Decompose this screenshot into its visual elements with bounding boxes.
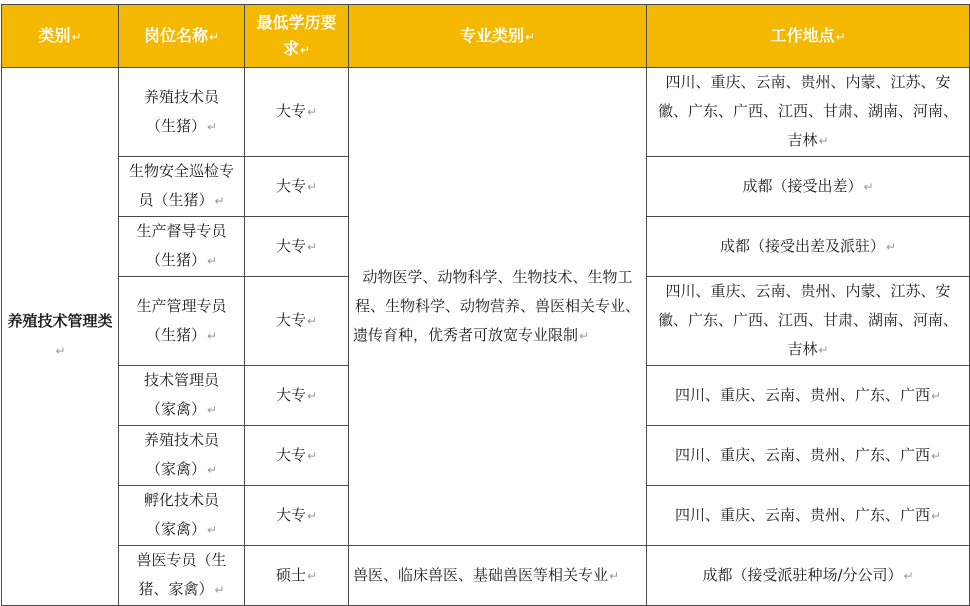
paragraph-mark-icon: ↵ — [524, 29, 536, 44]
education-cell: 大专↵ — [245, 426, 349, 486]
education-cell: 大专↵ — [245, 217, 349, 277]
position-cell: 养殖技术员（生猪）↵ — [119, 68, 245, 157]
paragraph-mark-icon: ↵ — [903, 568, 914, 583]
location-cell: 四川、重庆、云南、贵州、内蒙、江苏、安徽、广东、广西、江西、甘肃、湖南、河南、吉林↵ — [647, 68, 970, 157]
position-cell: 孵化技术员（家禽）↵ — [119, 486, 245, 546]
paragraph-mark-icon: ↵ — [818, 343, 829, 357]
paragraph-mark-icon: ↵ — [214, 583, 225, 597]
paragraph-mark-icon: ↵ — [930, 508, 942, 523]
position-cell: 技术管理员（家禽）↵ — [119, 366, 245, 426]
category-cell: 养殖技术管理类↵ — [2, 68, 119, 606]
paragraph-mark-icon: ↵ — [299, 42, 311, 57]
paragraph-mark-icon: ↵ — [863, 179, 874, 194]
position-cell: 生产督导专员（生猪）↵ — [119, 217, 245, 277]
education-cell: 大专↵ — [245, 366, 349, 426]
paragraph-mark-icon: ↵ — [206, 119, 218, 134]
paragraph-mark-icon: ↵ — [306, 314, 318, 328]
major-cell: 动物医学、动物科学、生物技术、生物工程、生物科学、动物营养、兽医相关专业、遗传育种，优秀者可放宽专业限制↵ — [349, 68, 647, 546]
table-row — [2, 546, 970, 606]
paragraph-mark-icon: ↵ — [55, 344, 66, 358]
position-cell: 生物安全巡检专员（生猪）↵ — [119, 157, 245, 217]
header-row — [2, 5, 970, 68]
paragraph-mark-icon: ↵ — [306, 388, 318, 403]
location-cell: 四川、重庆、云南、贵州、内蒙、江苏、安徽、广东、广西、江西、甘肃、湖南、河南、吉林↵ — [647, 277, 970, 366]
paragraph-mark-icon: ↵ — [208, 29, 220, 44]
header-position: 岗位名称↵ — [119, 5, 245, 68]
education-cell: 硕士↵ — [245, 546, 349, 606]
paragraph-mark-icon: ↵ — [306, 105, 318, 119]
position-cell: 养殖技术员（家禽）↵ — [119, 426, 245, 486]
paragraph-mark-icon: ↵ — [609, 568, 620, 583]
education-cell: 大专↵ — [245, 277, 349, 366]
education-cell: 大专↵ — [245, 68, 349, 157]
paragraph-mark-icon: ↵ — [214, 194, 225, 208]
paragraph-mark-icon: ↵ — [306, 179, 318, 194]
paragraph-mark-icon: ↵ — [306, 448, 318, 463]
location-cell: 四川、重庆、云南、贵州、广东、广西↵ — [647, 366, 970, 426]
location-cell: 成都（接受出差）↵ — [647, 157, 970, 217]
header-category: 类别↵ — [2, 5, 119, 68]
paragraph-mark-icon: ↵ — [306, 568, 318, 583]
position-cell: 兽医专员（生猪、家禽）↵ — [119, 546, 245, 606]
paragraph-mark-icon: ↵ — [71, 29, 82, 44]
location-cell: 四川、重庆、云南、贵州、广东、广西↵ — [647, 426, 970, 486]
paragraph-mark-icon: ↵ — [206, 523, 218, 537]
header-location: 工作地点↵ — [647, 5, 970, 68]
paragraph-mark-icon: ↵ — [818, 134, 829, 148]
paragraph-mark-icon: ↵ — [206, 403, 218, 417]
position-cell: 生产管理专员（生猪）↵ — [119, 277, 245, 366]
paragraph-mark-icon: ↵ — [885, 239, 897, 254]
job-table — [1, 4, 970, 606]
location-cell: 成都（接受派驻种场/分公司）↵ — [647, 546, 970, 606]
education-cell: 大专↵ — [245, 486, 349, 546]
paragraph-mark-icon: ↵ — [835, 29, 846, 44]
major-cell: 兽医、临床兽医、基础兽医等相关专业↵ — [349, 546, 647, 606]
paragraph-mark-icon: ↵ — [306, 508, 318, 523]
paragraph-mark-icon: ↵ — [579, 328, 590, 343]
location-cell: 四川、重庆、云南、贵州、广东、广西↵ — [647, 486, 970, 546]
header-major: 专业类别↵ — [349, 5, 647, 68]
paragraph-mark-icon: ↵ — [306, 239, 318, 254]
location-cell: 成都（接受出差及派驻）↵ — [647, 217, 970, 277]
table-row — [2, 68, 970, 157]
paragraph-mark-icon: ↵ — [206, 463, 218, 477]
paragraph-mark-icon: ↵ — [930, 388, 942, 403]
education-cell: 大专↵ — [245, 157, 349, 217]
paragraph-mark-icon: ↵ — [930, 448, 942, 463]
paragraph-mark-icon: ↵ — [206, 254, 218, 268]
header-education: 最低学历要求↵ — [245, 5, 349, 68]
paragraph-mark-icon: ↵ — [206, 328, 218, 343]
